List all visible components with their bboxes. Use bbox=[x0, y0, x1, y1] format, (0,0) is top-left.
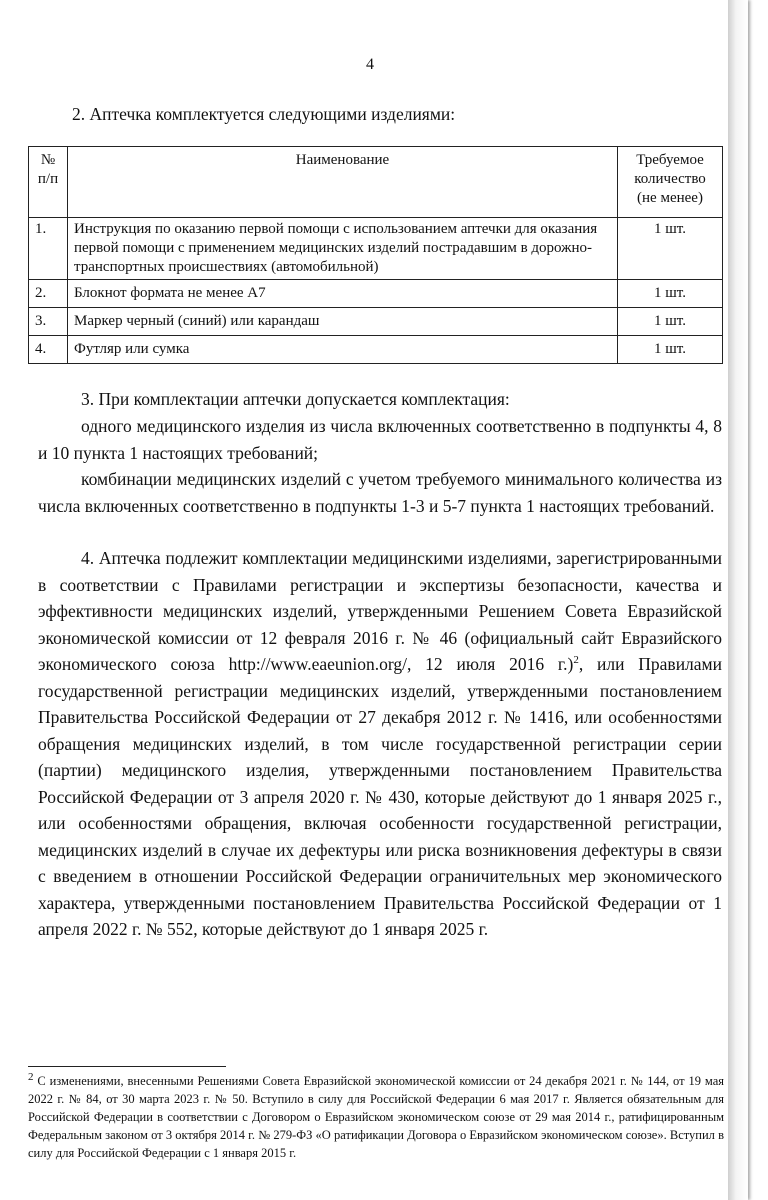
table-row bbox=[29, 308, 723, 336]
footnote-mark: 2 bbox=[28, 1070, 34, 1083]
kit-items-table bbox=[28, 146, 723, 364]
row-number: 4. bbox=[29, 336, 68, 364]
header-number: № п/п bbox=[29, 147, 68, 218]
page-edge-shadow bbox=[728, 0, 748, 1200]
row-number: 3. bbox=[29, 308, 68, 336]
row-name: Маркер черный (синий) или карандаш bbox=[68, 308, 618, 336]
footnote-divider bbox=[28, 1066, 226, 1067]
row-name: Блокнот формата не менее А7 bbox=[68, 280, 618, 308]
table-row bbox=[29, 218, 723, 280]
section-4-text-part-2: , или Правилами государственной регистрации медицинских изделий, утвержденными постановлением Правительства Российской Федерации от 27 декабря 2012 г. № 1416, или особенностями обращения медицинских изделий, в том числе государственной регистрации серии (партии) медицинского изделия, утвержденными постановлением Правительства Российской Федерации от 3 апреля 2020 г. № 430, которые действуют до 1 января 2025 г., или особенностями обращения, включая особенности государственной регистрации, медицинских изделий в случае их дефектуры или риска возникновения дефектуры в связи с введением в отношении Российской Федерации ограничительных мер экономического характера, утвержденными постановлением Правительства Российской Федерации от 1 апреля 2022 г. № 552, которые действуют до 1 января 2025 г. bbox=[38, 654, 722, 939]
row-quantity: 1 шт. bbox=[618, 280, 723, 308]
row-name: Футляр или сумка bbox=[68, 336, 618, 364]
row-number: 2. bbox=[29, 280, 68, 308]
footnote-text: С изменениями, внесенными Решениями Совета Евразийской экономической комиссии от 24 декабря 2021 г. № 144, от 19 мая 2022 г. № 84, от 30 марта 2023 г. № 50. Вступило в силу для Российской Федерации 6 мая 2017 г. Является обязательным для Российской Федерации в соответствии с Договором о Евразийском экономическом союзе от 29 мая 2014 г., ратифицированным Федеральным законом от 3 октября 2014 г. № 279-ФЗ «О ратификации Договора о Евразийском экономическом союзе». Вступил в силу для Российской Федерации с 1 января 2015 г. bbox=[28, 1074, 724, 1160]
row-quantity: 1 шт. bbox=[618, 308, 723, 336]
section-3-heading: 3. При комплектации аптечки допускается комплектация: bbox=[81, 389, 510, 409]
footnote-reference: 2 bbox=[573, 654, 579, 667]
row-name: Инструкция по оказанию первой помощи с использованием аптечки для оказания первой помощи с применением медицинских изделий пострадавшим в дорожно-транспортных происшествиях (автомобильной) bbox=[68, 218, 618, 280]
footnote bbox=[28, 1072, 724, 1162]
row-quantity: 1 шт. bbox=[618, 336, 723, 364]
section-3-item-1: одного медицинского изделия из числа включенных соответственно в подпункты 4, 8 и 10 пункта 1 настоящих требований; bbox=[38, 416, 722, 463]
section-2-heading: 2. Аптечка комплектуется следующими изделиями: bbox=[72, 104, 456, 124]
header-name: Наименование bbox=[68, 147, 618, 218]
row-quantity: 1 шт. bbox=[618, 218, 723, 280]
section-4-text-part-1: 4. Аптечка подлежит комплектации медицинскими изделиями, зарегистрированными в соответствии с Правилами регистрации и экспертизы безопасности, качества и эффективности медицинских изделий, утвержденными Решением Совета Евразийской экономической комиссии от 12 февраля 2016 г. № 46 (официальный сайт Евразийского экономического союза http://www.eaeunion.org/, 12 июля 2016 г.) bbox=[38, 548, 722, 674]
table-row bbox=[29, 280, 723, 308]
table-header-row bbox=[29, 147, 723, 218]
section-4-paragraph bbox=[38, 545, 722, 943]
row-number: 1. bbox=[29, 218, 68, 280]
table-row bbox=[29, 336, 723, 364]
header-quantity: Требуемое количество (не менее) bbox=[618, 147, 723, 218]
page-number: 4 bbox=[366, 56, 374, 73]
section-3-item-2: комбинации медицинских изделий с учетом требуемого минимального количества из числа включенных соответственно в подпункты 1-3 и 5-7 пункта 1 настоящих требований. bbox=[38, 469, 722, 516]
